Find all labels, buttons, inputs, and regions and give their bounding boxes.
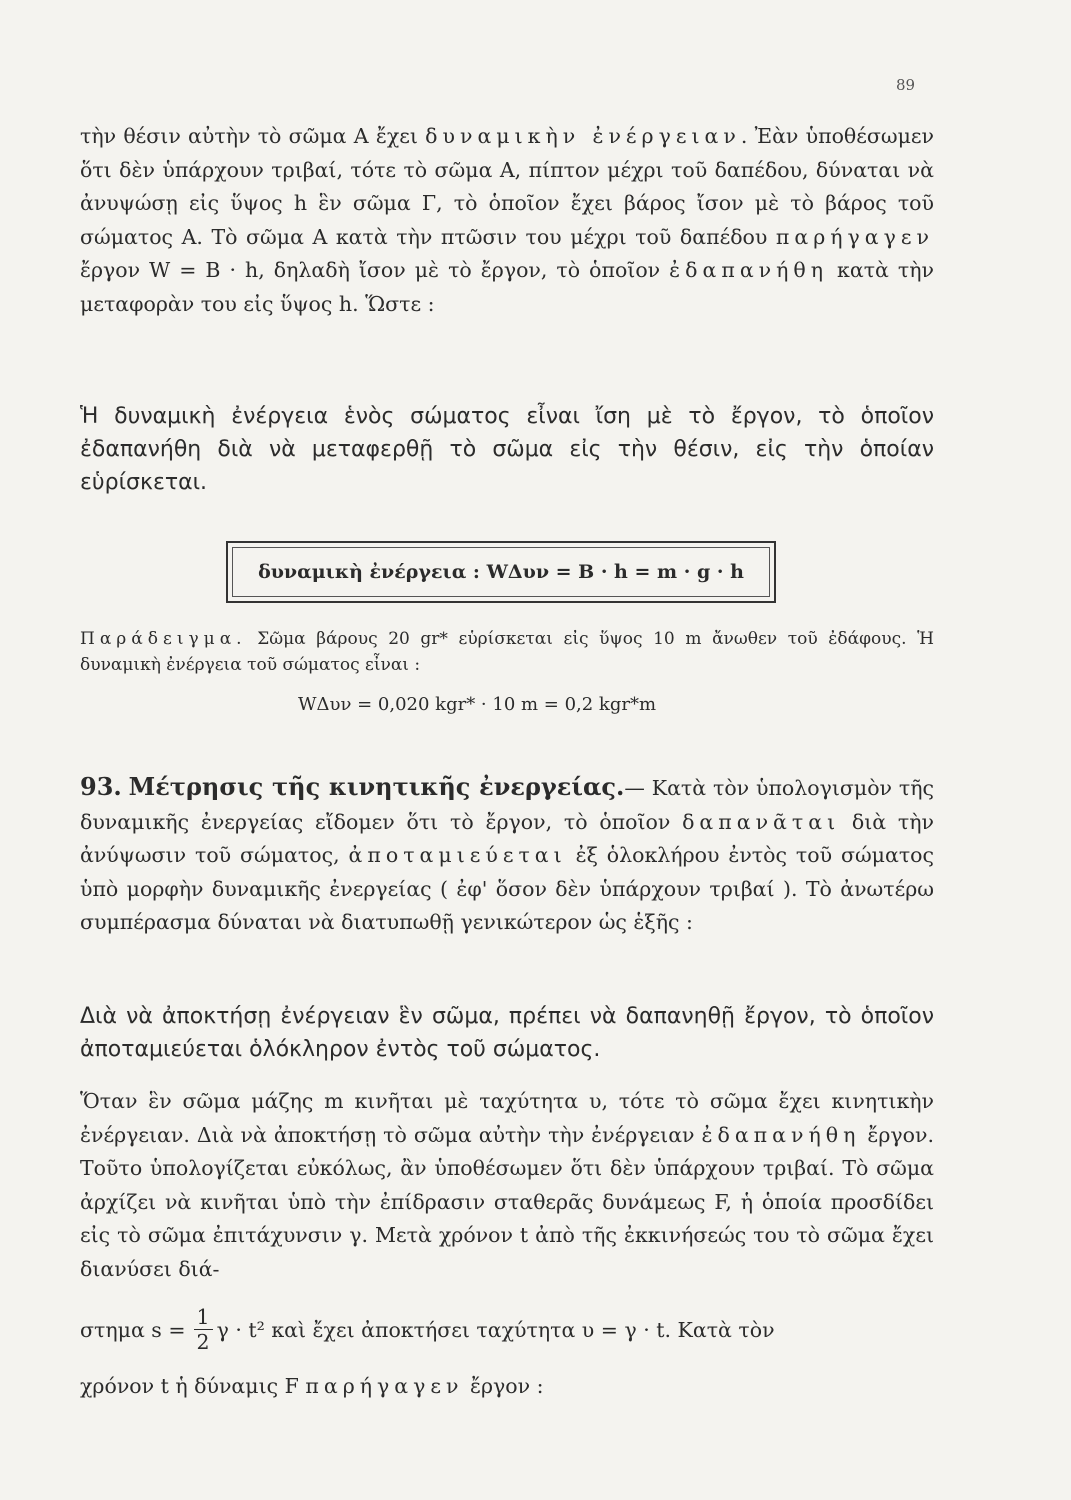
formula-potential-energy: δυναμικὴ ἐνέργεια : WΔυν = B · h = m · g · h (258, 561, 744, 583)
section-93 (80, 770, 934, 940)
example-paragraph (80, 626, 934, 678)
para1-text-b: . Ἐὰν ὑποθέσωμεν ὅτι δὲν ὑπάρχουν τριβαί, τότε τὸ σῶμα Α, πίπτον μέχρι τοῦ δαπέδου, δύναται νὰ ἀνυψώσῃ εἰς ὕψος h ἓν σῶμα Γ, τὸ ὁποῖον ἔχει βάρος ἴσον μὲ τὸ βάρος τοῦ σώματος Α. Τὸ σῶμα Α κατὰ τὴν πτῶσιν του μέχρι τοῦ δαπέδου (80, 124, 934, 249)
para1-spaced-a: δυναμικὴν ἐνέργειαν (425, 124, 741, 148)
section-number: 93. (80, 772, 122, 801)
para1-text-a: τὴν θέσιν αὐτὴν τὸ σῶμα Α ἔχει (80, 124, 426, 148)
paragraph-potential-energy (80, 120, 934, 321)
formula-line-after: γ · t² καὶ ἔχει ἀποκτήσει ταχύτητα υ = γ · t. Κατὰ τὸν (216, 1317, 775, 1342)
rule-potential-energy: Ἡ δυναμικὴ ἐνέργεια ἑνὸς σώματος εἶναι ἴση μὲ τὸ ἔργον, τὸ ὁποῖον ἐδαπανήθη διὰ νὰ μεταφερθῇ τὸ σῶμα εἰς τὴν θέσιν, εἰς τὴν ὁποίαν εὑρίσκεται. (80, 404, 934, 495)
formula-line-distance (80, 1305, 934, 1354)
para1-spaced-b: παρήγαγεν (775, 224, 934, 249)
section-title: Μέτρησις τῆς κινητικῆς ἐνεργείας. (128, 772, 625, 801)
formula-box (226, 541, 776, 603)
last-line-spaced: παρήγαγεν (305, 1374, 464, 1398)
para3-text-b: ἔργον. Τοῦτο ὑπολογίζεται εὐκόλως, ἂν ὑποθέσωμεν ὅτι δὲν ὑπάρχουν τριβαί. Τὸ σῶμα ἀρχίζει νὰ κινῆται ὑπὸ τὴν ἐπίδρασιν σταθερᾶς δυνάμεως F, ἡ ὁποία προσδίδει εἰς τὸ σῶμα ἐπιτάχυνσιν γ. Μετὰ χρόνον t ἀπὸ τῆς ἐκκινήσεώς του τὸ σῶμα ἔχει διανύσει διά- (80, 1122, 934, 1281)
para3-spaced-a: ἐδαπανήθη (701, 1122, 861, 1147)
example-text: Σῶμα βάρους 20 gr* εὑρίσκεται εἰς ὕψος 10 m ἄνωθεν τοῦ ἐδάφους. Ἡ δυναμικὴ ἐνέργεια τοῦ σώματος εἶναι : (80, 629, 934, 675)
fraction-numerator: 1 (194, 1305, 213, 1330)
rule-kinetic-energy: Διὰ νὰ ἀποκτήσῃ ἐνέργειαν ἓν σῶμα, πρέπει νὰ δαπανηθῇ ἔργον, τὸ ὁποῖον ἀποταμιεύεται ὁλόκληρον ἐντὸς τοῦ σώματος. (80, 1004, 934, 1062)
section-text-a: — Κατὰ τὸν ὑπολογισμὸν τῆς δυναμικῆς ἐνεργείας εἴδομεν ὅτι τὸ ἔργον, τὸ ὁποῖον (80, 776, 934, 834)
para1-text-d: κατὰ τὴν μεταφορὰν του εἰς ὕψος h. Ὥστε : (80, 258, 934, 316)
section-text-c: ἐξ ὁλοκλήρου ἐντὸς τοῦ σώματος ὑπὸ μορφὴν δυναμικῆς ἐνεργείας ( ἐφ' ὅσον δὲν ὑπάρχουν τριβαί ). Τὸ ἀνωτέρω συμπέρασμα δύναται νὰ διατυπωθῇ γενικώτερον ὡς ἑξῆς : (80, 843, 934, 934)
last-line-before: χρόνον t ἡ δύναμις F (80, 1374, 306, 1398)
last-line (80, 1370, 544, 1403)
page-number: 89 (896, 76, 916, 94)
para1-text-c: ἔργον W = B · h, δηλαδὴ ἴσον μὲ τὸ ἔργον, τὸ ὁποῖον (80, 258, 670, 282)
section-spaced-b: ἀποταμιεύεται (348, 843, 567, 867)
para3-text-a: Ὅταν ἓν σῶμα μάζης m κινῆται μὲ ταχύτητα υ, τότε τὸ σῶμα ἔχει κινητικὴν ἐνέργειαν. Διὰ νὰ ἀποκτήσῃ τὸ σῶμα αὐτὴν τὴν ἐνέργειαν (80, 1089, 934, 1147)
fraction-one-half (194, 1305, 213, 1354)
section-spaced-a: δαπανᾶται (682, 809, 841, 834)
example-equation: WΔυν = 0,020 kgr* · 10 m = 0,2 kgr*m (298, 694, 657, 715)
para1-spaced-c: ἐδαπανήθη (669, 258, 829, 282)
formula-line-before: στημα s = (80, 1317, 186, 1342)
section-text-b: διὰ τὴν ἀνύψωσιν τοῦ σώματος, (80, 809, 934, 867)
fraction-denominator: 2 (196, 1330, 210, 1354)
last-line-after: ἔργον : (463, 1374, 544, 1398)
paragraph-kinetic-energy (80, 1085, 934, 1286)
example-label: Παράδειγμα. (80, 629, 247, 649)
